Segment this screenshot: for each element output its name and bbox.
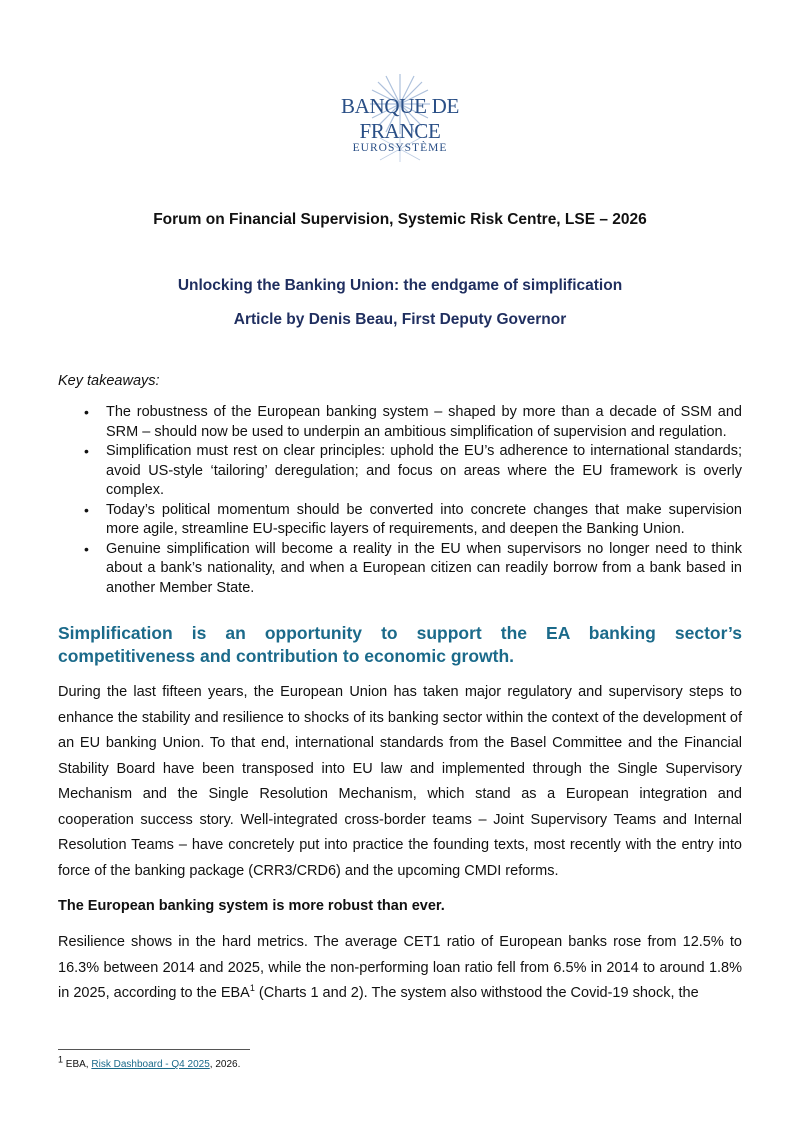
logo-name: BANQUE DE FRANCE [340,94,460,143]
event-title: Forum on Financial Supervision, Systemic Risk Centre, LSE – 2026 [153,211,647,228]
footnote-link[interactable]: Risk Dashboard - Q4 2025 [91,1059,210,1070]
paragraph-text: Resilience shows in the hard metrics. The average CET1 ratio of European banks rose from 12.5% to 16.3% between 2014 and 2025, while the non-performing loan ratio fell from 6.5% in 2014 to around 1.8% in 2025, according to the EBA [58,934,742,1001]
footnote-prefix: EBA, [63,1059,92,1070]
list-item [58,540,742,599]
footnote-number: 1 [58,1054,64,1065]
bullet-icon: • [84,501,89,518]
bullet-text: Today’s political momentum should be converted into concrete changes that make supervision more agile, streamline EU-specific layers of requirements, and deepen the Banking Union. [106,501,742,537]
bullet-icon: • [84,540,89,557]
section-heading: Simplification is an opportunity to support the EA banking sector’s competitiveness and contribution to economic growth. [58,623,742,666]
banque-de-france-logo [310,72,490,162]
bullet-text: Simplification must rest on clear principles: uphold the EU’s adherence to international standards; avoid US-style ‘tailoring’ deregulation; and focus on areas where the EU framework is overly complex. [106,443,742,498]
article-byline: Article by Denis Beau, First Deputy Governor [233,311,567,328]
list-item [58,442,742,501]
takeaways-label: Key takeaways: [58,373,160,389]
logo-subtitle: EUROSYSTÈME [352,142,448,154]
article-title: Unlocking the Banking Union: the endgame of simplification [177,277,623,294]
bullet-icon: • [84,404,89,420]
takeaways-list [58,403,742,598]
footnote-divider [58,1049,250,1050]
footnote-ref[interactable]: 1 [249,983,255,994]
list-item [58,403,742,442]
list-item [58,501,742,540]
body-paragraph [58,930,742,1007]
body-paragraph: During the last fifteen years, the European Union has taken major regulatory and supervisory steps to enhance the stability and resilience to shocks of its banking sector within the context of the development of an EU banking Union. To that end, international standards from the Basel Committee and the Financial Stability Board have been transposed into EU law and implemented through the Single Supervisory Mechanism and the Single Resolution Mechanism, which stand as a European integration and cooperation success story. Well-integrated cross-border teams – Joint Supervisory Teams and Internal Resolution Teams – have concretely put into practice the founding texts, most recently with the entry into force of the banking package (CRR3/CRD6) and the upcoming CMDI reforms. [58,684,742,879]
bullet-text: Genuine simplification will become a reality in the EU when supervisors no longer need to think about a bank’s nationality, and when a European citizen can readily borrow from a bank based in another Member State. [106,540,742,596]
bullet-icon: • [84,443,89,459]
subheading: The European banking system is more robust than ever. [58,898,445,914]
footnote [58,1054,241,1070]
bullet-text: The robustness of the European banking system – shaped by more than a decade of SSM and SRM – should now be used to underpin an ambitious simplification of supervision and regulation. [106,404,742,440]
footnote-suffix: , 2026. [209,1059,241,1070]
paragraph-text: (Charts 1 and 2). The system also withstood the Covid-19 shock, the [254,985,699,1001]
